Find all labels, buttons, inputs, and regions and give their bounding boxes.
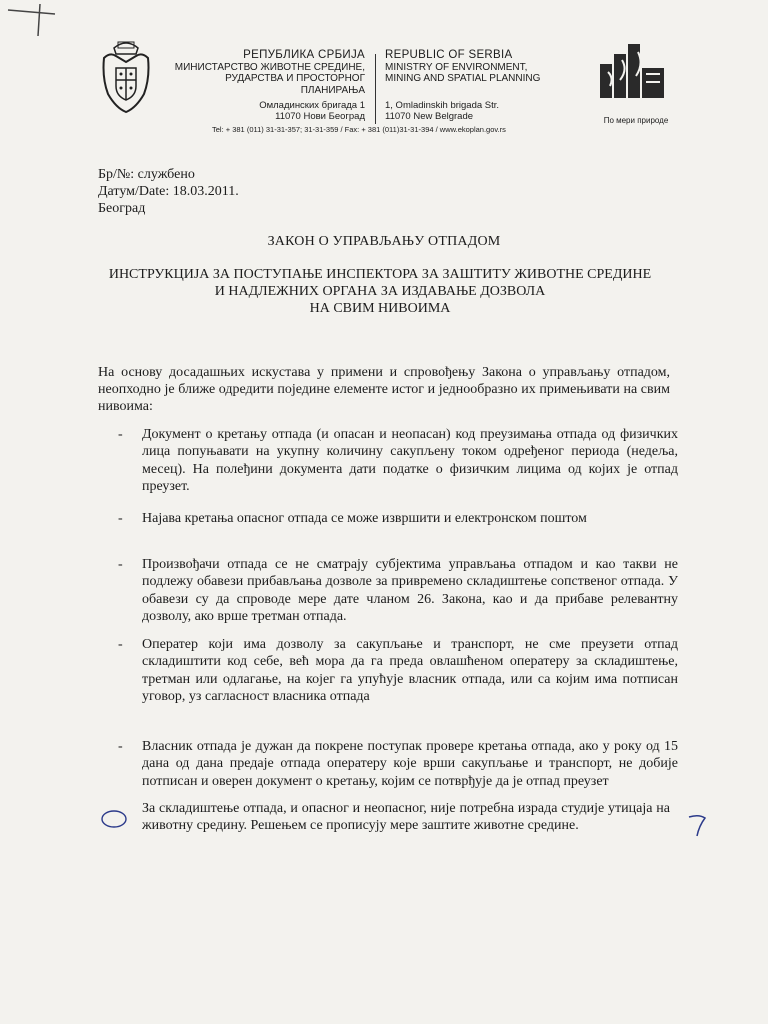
list-item-text: Произвођачи отпада се не сматрају субјектима управљања отпадом и као такви не подлежу обавези прибављања дозволе за привремено складиштење сопственог отпада. У обавези су да спроводе мере дате чланом 26. Закона, као и да прибаве релевантну дозволу, ако врше третман отпада. (142, 557, 678, 624)
handwritten-circle-mark (100, 809, 128, 829)
instruction-title (60, 266, 700, 317)
list-dash: - (118, 427, 123, 442)
list-dash: - (118, 511, 123, 526)
coat-of-arms-icon (100, 38, 152, 114)
intro-paragraph: На основу досадашњих искустава у примени и спровођењу Закона о управљању отпадом, неопходно је ближе одредити поједине елементе истог и једнообразно их примењивати на свим нивоима: (98, 365, 670, 414)
margin-note-text: 7 (725, 852, 726, 853)
document-meta (98, 166, 239, 217)
ministry-name-en-2: MINING AND SPATIAL PLANNING (385, 73, 541, 84)
logo-caption: По мери природе (603, 116, 669, 125)
list-item-text: Оператер који има дозволу за сакупљање и транспорт, не сме преузети отпад складиштити код себе, већ мора да га преда овлашћеном оператеру за складиштење, третман или одлагање, на којег га упућује власник отпада, или са којим има потписан уговор, уз сагласност власника отпада (142, 637, 678, 704)
instruction-title-line-2: И НАДЛЕЖНИХ ОРГАНА ЗА ИЗДАВАЊЕ ДОЗВОЛА (214, 284, 546, 299)
letterhead-serbian (160, 50, 365, 96)
address-en-city: 11070 New Belgrade (385, 111, 474, 122)
law-title: ЗАКОН О УПРАВЉАЊУ ОТПАДОМ (267, 234, 501, 249)
letterhead-divider (375, 54, 376, 124)
list-item-text: Најава кретања опасног отпада се може извршити и електронском поштом (142, 511, 587, 526)
document-city: Београд (98, 201, 146, 216)
address-en (385, 100, 555, 122)
list-item-text: Документ о кретању отпада (и опасан и неопасан) код преузимања отпада од физичких лица попуњавати на укупну количину сакупљену током одређеног периода (недеља, месец). На полеђини документа дати податке о физичким лицима од којих је отпад преузет. (142, 427, 678, 494)
list-dash: - (118, 637, 123, 652)
republic-name-sr: РЕПУБЛИКА СРБИЈА (243, 49, 365, 61)
ministry-logo-icon (598, 42, 668, 112)
letterhead (0, 30, 768, 145)
final-paragraph: За складиштење отпада, и опасног и неопасног, није потребна израда студије утицаја на животну средину. Решењем се прописују мере заштите животне средине. (142, 801, 670, 833)
list-item-text: Власник отпада је дужан да покрене поступак провере кретања отпада, ако у року од 15 дана од дана предаје отпада оператеру које врши сакупљање и транспорт, не добије потписан и оверен документ о кретању, којим се потврђује да је отпад преузет (142, 739, 678, 789)
handwritten-margin-note (685, 812, 726, 853)
address-en-street: 1, Omladinskih brigada Str. (385, 100, 500, 111)
contact-line: Tel: + 381 (011) 31-31-357; 31-31-359 / Fax: + 381 (011)31-31-394 / www.ekoplan.gov.rs (212, 125, 506, 134)
ministry-name-en-1: MINISTRY OF ENVIRONMENT, (385, 61, 528, 73)
document-date: Датум/Date: 18.03.2011. (98, 184, 239, 199)
address-sr (200, 100, 365, 122)
address-sr-city: 11070 Нови Београд (275, 111, 365, 122)
list-dash: - (118, 739, 123, 754)
reference-number: Бр/№: службено (98, 167, 195, 182)
letterhead-english (385, 50, 585, 85)
republic-name-en: REPUBLIC OF SERBIA (385, 49, 513, 61)
address-sr-street: Омладинских бригада 1 (259, 100, 365, 111)
instruction-title-line-1: ИНСТРУКЦИЈА ЗА ПОСТУПАЊЕ ИНСПЕКТОРА ЗА ЗАШТИТУ ЖИВОТНЕ СРЕДИНЕ (108, 267, 652, 282)
instruction-title-line-3: НА СВИМ НИВОИМА (309, 301, 451, 316)
list-dash: - (118, 557, 123, 572)
ministry-name-sr-1: МИНИСТАРСТВО ЖИВОТНЕ СРЕДИНЕ, (174, 61, 365, 73)
ministry-name-sr-2: РУДАРСТВА И ПРОСТОРНОГ ПЛАНИРАЊА (225, 73, 365, 96)
